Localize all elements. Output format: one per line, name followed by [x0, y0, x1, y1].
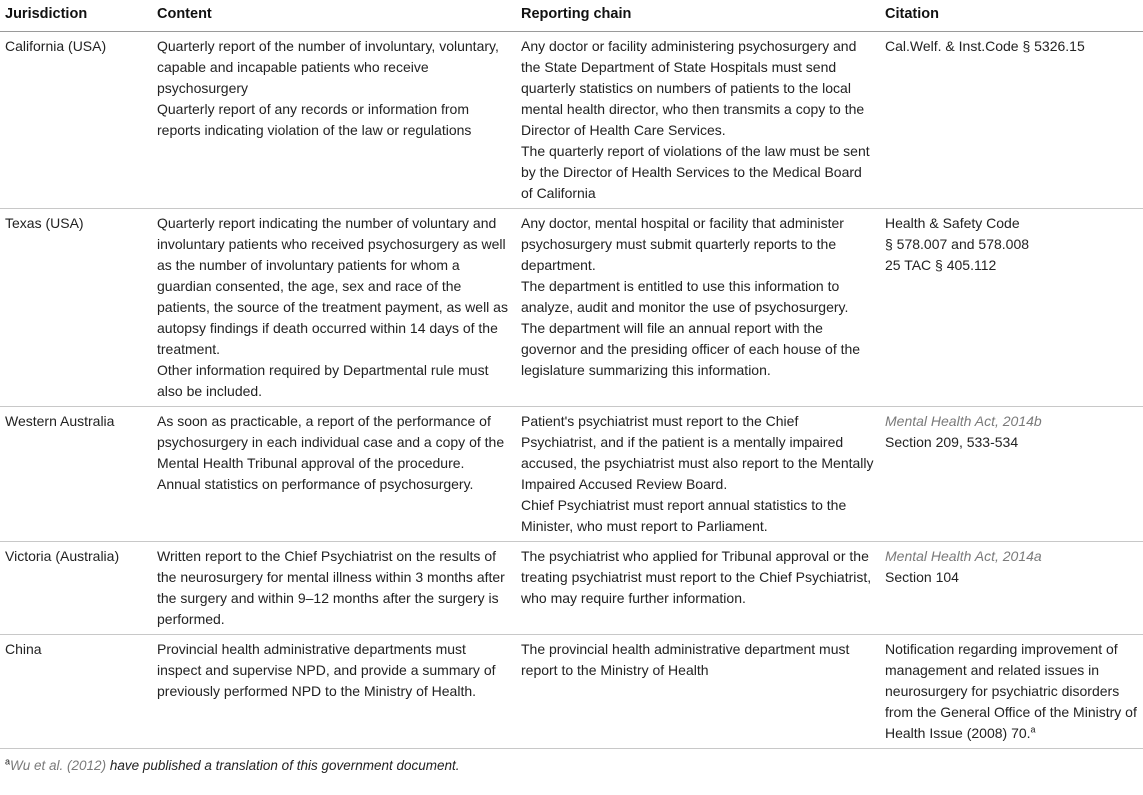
reporting-chain-cell — [521, 411, 885, 537]
citation-cell — [885, 639, 1143, 744]
content-text: Annual statistics on performance of psychosurgery. — [157, 476, 474, 492]
footnote-mark: a — [5, 756, 11, 767]
reporting-chain-cell — [521, 213, 885, 402]
citation-cell — [885, 36, 1143, 204]
jurisdiction-text: California (USA) — [5, 38, 107, 54]
header-content: Content — [157, 6, 212, 22]
citation-text: Section 104 — [885, 569, 959, 585]
citation-ref-link[interactable]: Mental Health Act, 2014b — [885, 413, 1042, 429]
jurisdiction-text: Texas (USA) — [5, 215, 84, 231]
reporting-chain-text: The department is entitled to use this information to analyze, audit and monitor the use of psychosurgery. — [521, 278, 849, 315]
reporting-chain-text: Chief Psychiatrist must report annual statistics to the Minister, who must report to Parliament. — [521, 497, 847, 534]
table-footnote — [0, 749, 1143, 776]
table-row — [0, 635, 1143, 749]
jurisdiction-cell — [0, 36, 157, 204]
citation-text: 25 TAC § 405.112 — [885, 257, 997, 273]
header-reporting-chain: Reporting chain — [521, 6, 632, 22]
table-row — [0, 32, 1143, 209]
citation-text: Notification regarding improvement of management and related issues in neurosurgery for psychiatric disorders from the General Office of the Ministry of Health Issue (2008) 70.$^a$ — [885, 641, 1137, 741]
jurisdiction-cell — [0, 639, 157, 744]
content-cell — [157, 36, 521, 204]
citation-ref-link[interactable]: Mental Health Act, 2014a — [885, 548, 1042, 564]
content-text: Quarterly report of any records or information from reports indicating violation of the law or regulations — [157, 101, 472, 138]
jurisdiction-cell — [0, 546, 157, 630]
reporting-chain-text: The quarterly report of violations of the law must be sent by the Director of Health Services to the Medical Board of California — [521, 143, 870, 201]
jurisdiction-text: China — [5, 641, 42, 657]
header-jurisdiction: Jurisdiction — [5, 6, 88, 22]
content-cell — [157, 546, 521, 630]
footnote-ref-link[interactable]: Wu et al. (2012) — [10, 758, 107, 773]
reporting-chain-cell — [521, 36, 885, 204]
citation-text: Cal.Welf. & Inst.Code § 5326.15 — [885, 38, 1085, 54]
content-text: Written report to the Chief Psychiatrist on the results of the neurosurgery for mental illness within 3 months after the surgery and within 9–12 months after the surgery is performed. — [157, 548, 505, 627]
reporting-chain-text: The psychiatrist who applied for Tribunal approval or the treating psychiatrist must report to the Chief Psychiatrist, who may require further information. — [521, 548, 872, 606]
reporting-chain-text: Patient's psychiatrist must report to the Chief Psychiatrist, and if the patient is a mentally impaired accused, the psychiatrist must also report to the Mentally Impaired Accused Review Board. — [521, 413, 874, 492]
table-header-row — [0, 0, 1143, 32]
citation-superscript: a — [1030, 724, 1036, 735]
jurisdiction-text: Western Australia — [5, 413, 115, 429]
table-row — [0, 407, 1143, 542]
citation-cell — [885, 546, 1143, 630]
citation-text: Health & Safety Code — [885, 215, 1020, 231]
content-text: As soon as practicable, a report of the performance of psychosurgery in each individual case and a copy of the Mental Health Tribunal approval of the procedure. — [157, 413, 505, 471]
header-citation: Citation — [885, 6, 939, 22]
reporting-chain-text: The department will file an annual report with the governor and the presiding officer of each house of the legislature summarizing this information. — [521, 320, 861, 378]
citation-text: § 578.007 and 578.008 — [885, 236, 1030, 252]
content-cell — [157, 411, 521, 537]
table-row — [0, 542, 1143, 635]
content-text: Quarterly report indicating the number of voluntary and involuntary patients who received psychosurgery as well as the number of involuntary patients for whom a guardian consented, the age, sex and race of the patients, the source of the treatment payment, as well as autopsy findings if death occurred within 14 days of the treatment. — [157, 215, 508, 357]
reporting-chain-text: Any doctor, mental hospital or facility that administer psychosurgery must submit quarterly reports to the department. — [521, 215, 844, 273]
reporting-chain-cell — [521, 546, 885, 630]
jurisdiction-cell — [0, 411, 157, 537]
jurisdiction-text: Victoria (Australia) — [5, 548, 120, 564]
reporting-chain-text: The provincial health administrative department must report to the Ministry of Health — [521, 641, 850, 678]
table-row — [0, 209, 1143, 407]
footnote-text: have published a translation of this government document. — [106, 758, 460, 773]
content-text: Quarterly report of the number of involuntary, voluntary, capable and incapable patients who receive psychosurgery — [157, 38, 499, 96]
content-text: Other information required by Departmental rule must also be included. — [157, 362, 489, 399]
reporting-chain-cell — [521, 639, 885, 744]
content-cell — [157, 639, 521, 744]
reporting-chain-text: Any doctor or facility administering psychosurgery and the State Department of State Hospitals must send quarterly statistics on numbers of patients to the local mental health director, who then transmits a copy to the Director of Health Care Services. — [521, 38, 865, 138]
citation-text: Section 209, 533-534 — [885, 434, 1019, 450]
citation-cell — [885, 411, 1143, 537]
content-cell — [157, 213, 521, 402]
citation-cell — [885, 213, 1143, 402]
table-body — [0, 32, 1143, 749]
jurisdiction-cell — [0, 213, 157, 402]
content-text: Provincial health administrative departments must inspect and supervise NPD, and provide a summary of previously performed NPD to the Ministry of Health. — [157, 641, 496, 699]
